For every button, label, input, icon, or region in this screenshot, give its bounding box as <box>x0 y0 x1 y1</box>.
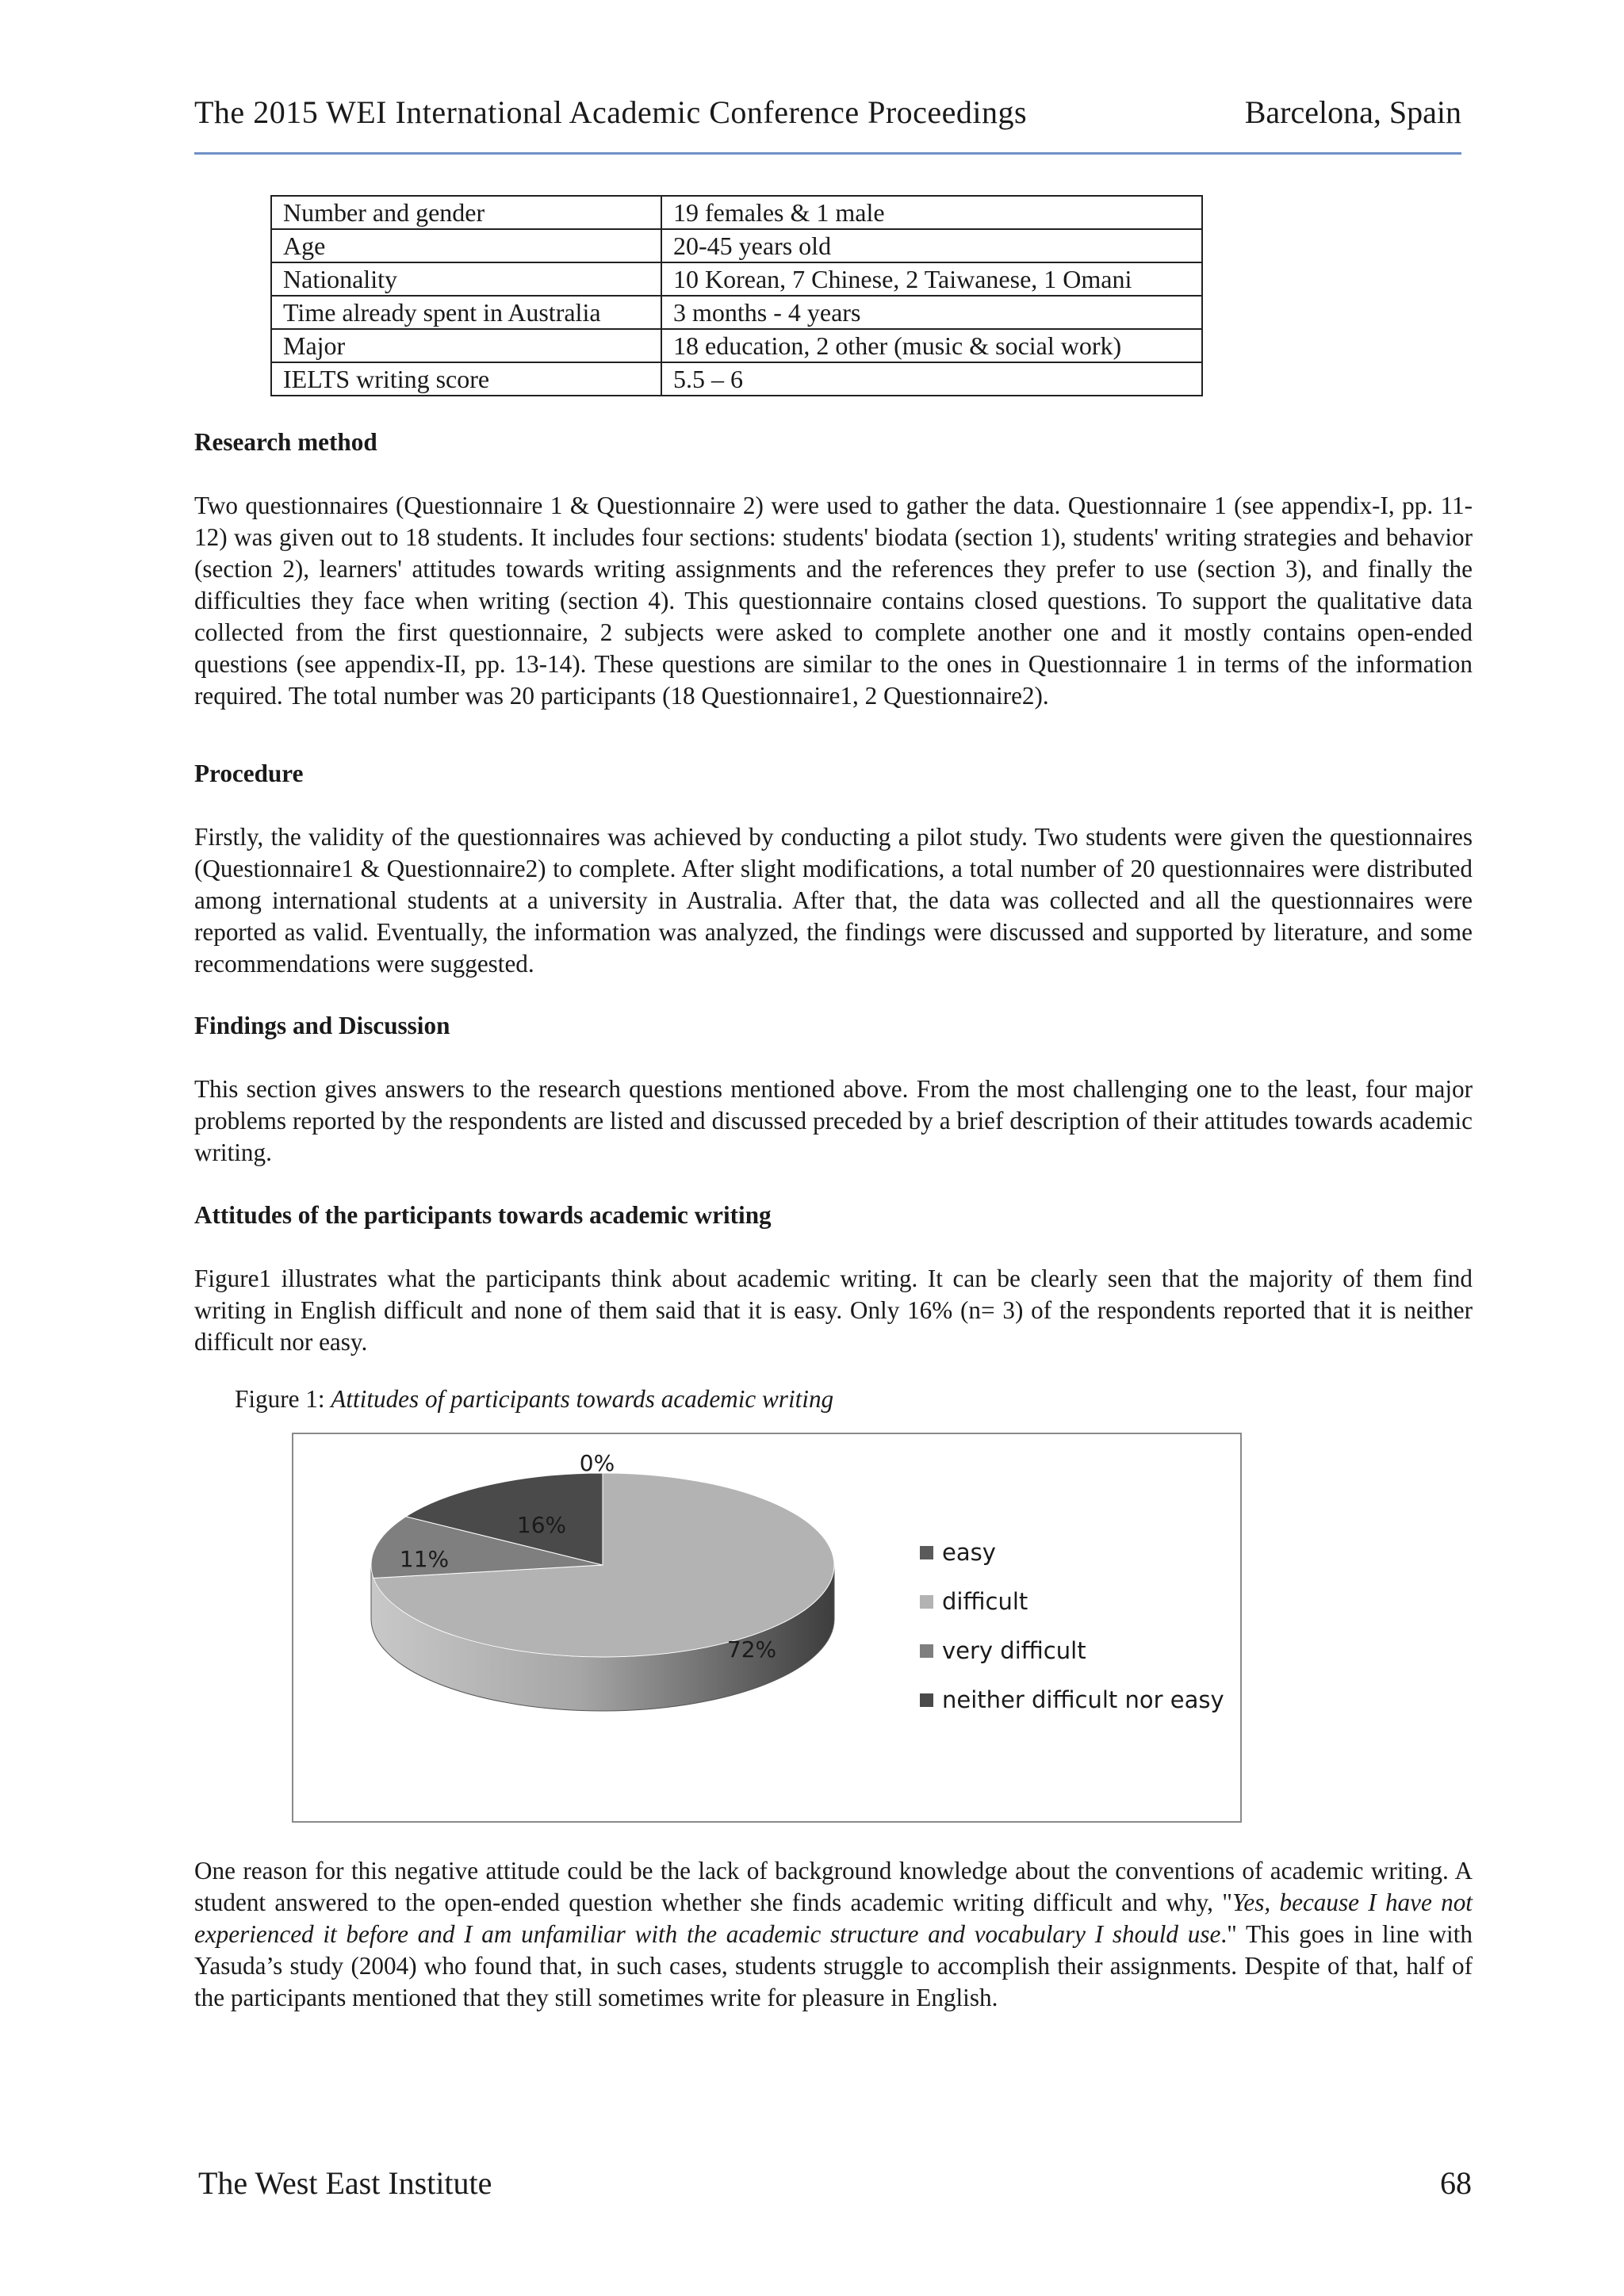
table-cell-value: 3 months - 4 years <box>661 296 1202 329</box>
table-cell-label: IELTS writing score <box>271 362 661 396</box>
conference-location: Barcelona, Spain <box>1244 94 1461 130</box>
footer-institute: The West East Institute <box>198 2165 492 2201</box>
table-row <box>271 296 1202 329</box>
biodata-table <box>270 195 1203 396</box>
research-method-paragraph: Two questionnaires (Questionnaire 1 & Questionnaire 2) were used to gather the data. Questionnaire 1 (see appendix-I, pp. 11-12) was given out to 18 students. It includes four sections: students' biodata (section 1), students' writing strategies and behavior (section 2), learners' attitudes towards writing assignments and the references they prefer to use (section 3), and finally the difficulties they face when writing (section 4). This questionnaire contains closed questions. To support the qualitative data collected from the first questionnaire, 2 subjects were asked to complete another one and it mostly contains open-ended questions (see appendix-II, pp. 13-14). These questions are similar to the ones in Questionnaire 1 in terms of the information required. The total number was 20 participants (18 Questionnaire1, 2 Questionnaire2). <box>194 492 1473 710</box>
legend-swatch <box>920 1644 933 1658</box>
procedure-paragraph: Firstly, the validity of the questionnaires was achieved by conducting a pilot study. Two students were given the questionnaires (Questionnaire1 & Questionnaire2) to complete. After slight modifications, a total number of 20 questionnaires were distributed among international students at a university in Australia. After that, the data was collected and all the questionnaires were reported as valid. Eventually, the information was analyzed, the findings were discussed and supported by literature, and some recommendations were suggested. <box>194 823 1473 978</box>
table-cell-value: 18 education, 2 other (music & social work) <box>661 329 1202 362</box>
procedure-heading: Procedure <box>194 760 304 787</box>
figure-caption-prefix: Figure 1: <box>235 1385 331 1413</box>
attitudes-heading: Attitudes of the participants towards academic writing <box>194 1201 772 1229</box>
pie-chart <box>293 1434 1243 1824</box>
pie-chart-frame <box>292 1433 1242 1823</box>
footer-page-number: 68 <box>1440 2165 1472 2201</box>
closing-text-1: One reason for this negative attitude could be the lack of background knowledge about the conventions of academic writing. A student answered to the open-ended question whether she finds academic writing difficult and why, " <box>194 1857 1473 1916</box>
closing-paragraph <box>194 1855 1473 2014</box>
legend-label: easy <box>942 1539 996 1566</box>
table-row <box>271 262 1202 296</box>
legend-label: difficult <box>942 1588 1028 1615</box>
legend-swatch <box>920 1546 933 1559</box>
figure-caption-title: Attitudes of participants towards academic writing <box>331 1385 834 1413</box>
table-row <box>271 196 1202 229</box>
pie-data-label: 72% <box>726 1636 777 1663</box>
table-row <box>271 362 1202 396</box>
table-row <box>271 329 1202 362</box>
pie-data-label: 0% <box>579 1450 615 1476</box>
legend-label: neither difficult nor easy <box>942 1686 1224 1713</box>
legend-swatch <box>920 1595 933 1609</box>
legend-label: very difficult <box>942 1637 1086 1664</box>
conference-title: The 2015 WEI International Academic Conference Proceedings <box>194 94 1028 130</box>
pie-data-label: 16% <box>516 1512 567 1538</box>
table-row <box>271 229 1202 262</box>
findings-paragraph: This section gives answers to the research questions mentioned above. From the most challenging one to the least, four major problems reported by the respondents are listed and discussed preceded by a brief description of their attitudes towards academic writing. <box>194 1075 1473 1166</box>
header-rule <box>194 152 1461 155</box>
closing-text-2: ." This goes in line with Yasuda’s study (2004) who found that, in such cases, students struggle to accomplish their assignments. Despite of that, half of the participants mentioned that they still sometimes write for pleasure in English. <box>194 1920 1473 2011</box>
table-cell-value: 20-45 years old <box>661 229 1202 262</box>
legend-swatch <box>920 1693 933 1707</box>
table-cell-value: 10 Korean, 7 Chinese, 2 Taiwanese, 1 Omani <box>661 262 1202 296</box>
table-cell-label: Nationality <box>271 262 661 296</box>
page-header <box>194 94 1461 133</box>
table-cell-value: 5.5 – 6 <box>661 362 1202 396</box>
table-cell-label: Major <box>271 329 661 362</box>
table-cell-label: Number and gender <box>271 196 661 229</box>
pie-data-label: 11% <box>399 1546 450 1572</box>
table-cell-label: Time already spent in Australia <box>271 296 661 329</box>
findings-heading: Findings and Discussion <box>194 1012 450 1039</box>
attitudes-paragraph: Figure1 illustrates what the participants think about academic writing. It can be clearly seen that the majority of them find writing in English difficult and none of them said that it is easy. Only 16% (n= 3) of the respondents reported that it is neither difficult nor easy. <box>194 1265 1473 1356</box>
figure-caption <box>235 1383 833 1415</box>
research-method-heading: Research method <box>194 428 377 456</box>
table-cell-value: 19 females & 1 male <box>661 196 1202 229</box>
table-cell-label: Age <box>271 229 661 262</box>
closing-quote: Yes, because I have not experienced it before and I am unfamiliar with the academic structure and vocabulary I should use <box>194 1888 1473 1948</box>
